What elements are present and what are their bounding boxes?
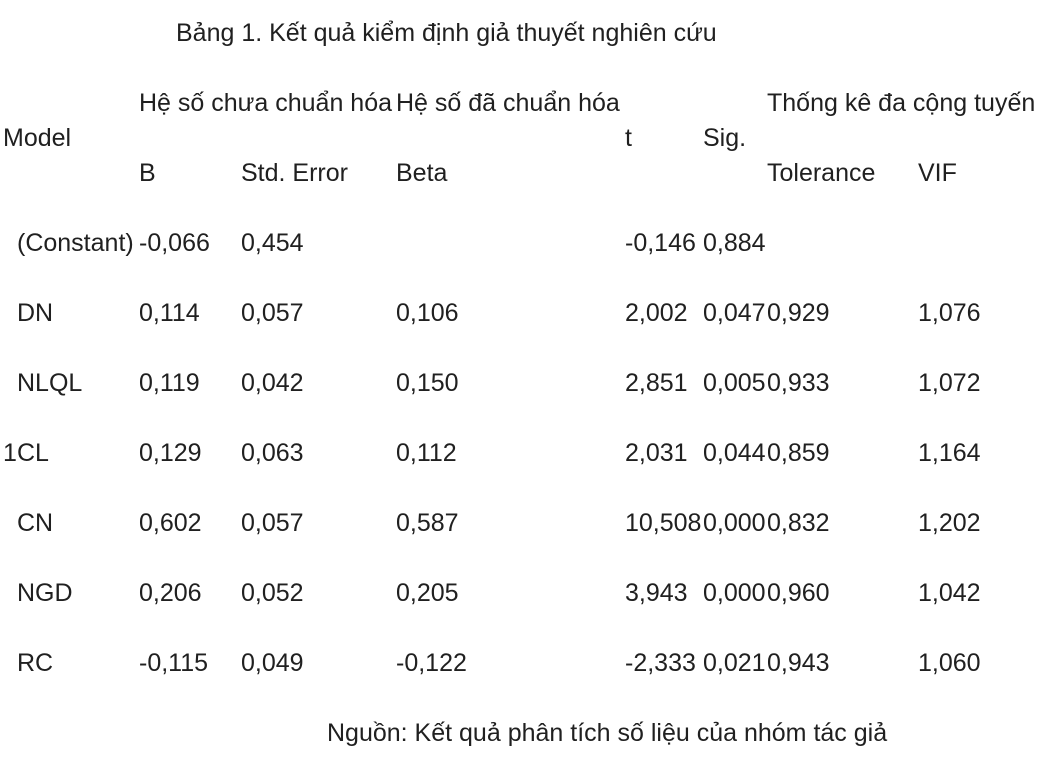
header-b: B — [139, 159, 156, 187]
cell-variable: NLQL — [17, 369, 83, 397]
model-number: 1 — [3, 439, 17, 467]
cell-t: 2,851 — [625, 369, 688, 397]
cell-sig: 0,044 — [703, 439, 766, 467]
cell-std-error: 0,049 — [241, 649, 304, 677]
cell-b: 0,129 — [139, 439, 202, 467]
cell-vif: 1,164 — [918, 439, 981, 467]
header-model: Model — [3, 124, 72, 152]
cell-vif: 1,060 — [918, 649, 981, 677]
cell-vif: 1,072 — [918, 369, 981, 397]
header-standardized: Hệ số đã chuẩn hóa — [396, 89, 620, 117]
cell-t: -0,146 — [625, 229, 696, 257]
cell-vif: 1,076 — [918, 299, 981, 327]
cell-b: 0,119 — [139, 369, 200, 397]
cell-variable: DN — [17, 299, 54, 327]
cell-variable: (Constant) — [17, 229, 134, 257]
cell-beta: 0,205 — [396, 579, 459, 607]
cell-sig: 0,000 — [703, 509, 766, 537]
cell-b: 0,206 — [139, 579, 202, 607]
cell-t: 2,002 — [625, 299, 688, 327]
cell-variable: CL — [17, 439, 49, 467]
cell-std-error: 0,042 — [241, 369, 304, 397]
cell-t: 3,943 — [625, 579, 688, 607]
header-t: t — [625, 124, 632, 152]
cell-b: 0,114 — [139, 299, 200, 327]
cell-std-error: 0,057 — [241, 509, 304, 537]
cell-tolerance: 0,943 — [767, 649, 830, 677]
cell-std-error: 0,063 — [241, 439, 304, 467]
cell-t: 2,031 — [625, 439, 688, 467]
cell-vif: 1,042 — [918, 579, 981, 607]
cell-tolerance: 0,960 — [767, 579, 830, 607]
cell-t: -2,333 — [625, 649, 696, 677]
source-note: Nguồn: Kết quả phân tích số liệu của nhóm tác giả — [327, 719, 888, 747]
cell-beta: 0,587 — [396, 509, 459, 537]
table-title: Bảng 1. Kết quả kiểm định giả thuyết nghiên cứu — [176, 19, 717, 47]
header-collinearity: Thống kê đa cộng tuyến — [767, 89, 1036, 117]
cell-t: 10,508 — [625, 509, 702, 537]
cell-variable: NGD — [17, 579, 73, 607]
cell-beta: 0,112 — [396, 439, 457, 467]
cell-b: -0,066 — [139, 229, 210, 257]
header-beta: Beta — [396, 159, 448, 187]
cell-tolerance: 0,859 — [767, 439, 830, 467]
header-std-error: Std. Error — [241, 159, 348, 187]
cell-beta: 0,150 — [396, 369, 459, 397]
cell-sig: 0,000 — [703, 579, 766, 607]
cell-tolerance: 0,933 — [767, 369, 830, 397]
cell-std-error: 0,057 — [241, 299, 304, 327]
header-vif: VIF — [918, 159, 957, 187]
header-unstandardized: Hệ số chưa chuẩn hóa — [139, 89, 393, 117]
cell-beta: 0,106 — [396, 299, 459, 327]
cell-sig: 0,021 — [703, 649, 766, 677]
cell-sig: 0,005 — [703, 369, 766, 397]
cell-std-error: 0,454 — [241, 229, 304, 257]
cell-tolerance: 0,929 — [767, 299, 830, 327]
cell-tolerance: 0,832 — [767, 509, 830, 537]
cell-sig: 0,047 — [703, 299, 766, 327]
cell-variable: CN — [17, 509, 54, 537]
cell-beta: -0,122 — [396, 649, 467, 677]
header-tolerance: Tolerance — [767, 159, 876, 187]
cell-b: 0,602 — [139, 509, 202, 537]
cell-variable: RC — [17, 649, 54, 677]
cell-vif: 1,202 — [918, 509, 981, 537]
cell-b: -0,115 — [139, 649, 209, 677]
cell-sig: 0,884 — [703, 229, 766, 257]
cell-std-error: 0,052 — [241, 579, 304, 607]
header-sig: Sig. — [703, 124, 747, 152]
